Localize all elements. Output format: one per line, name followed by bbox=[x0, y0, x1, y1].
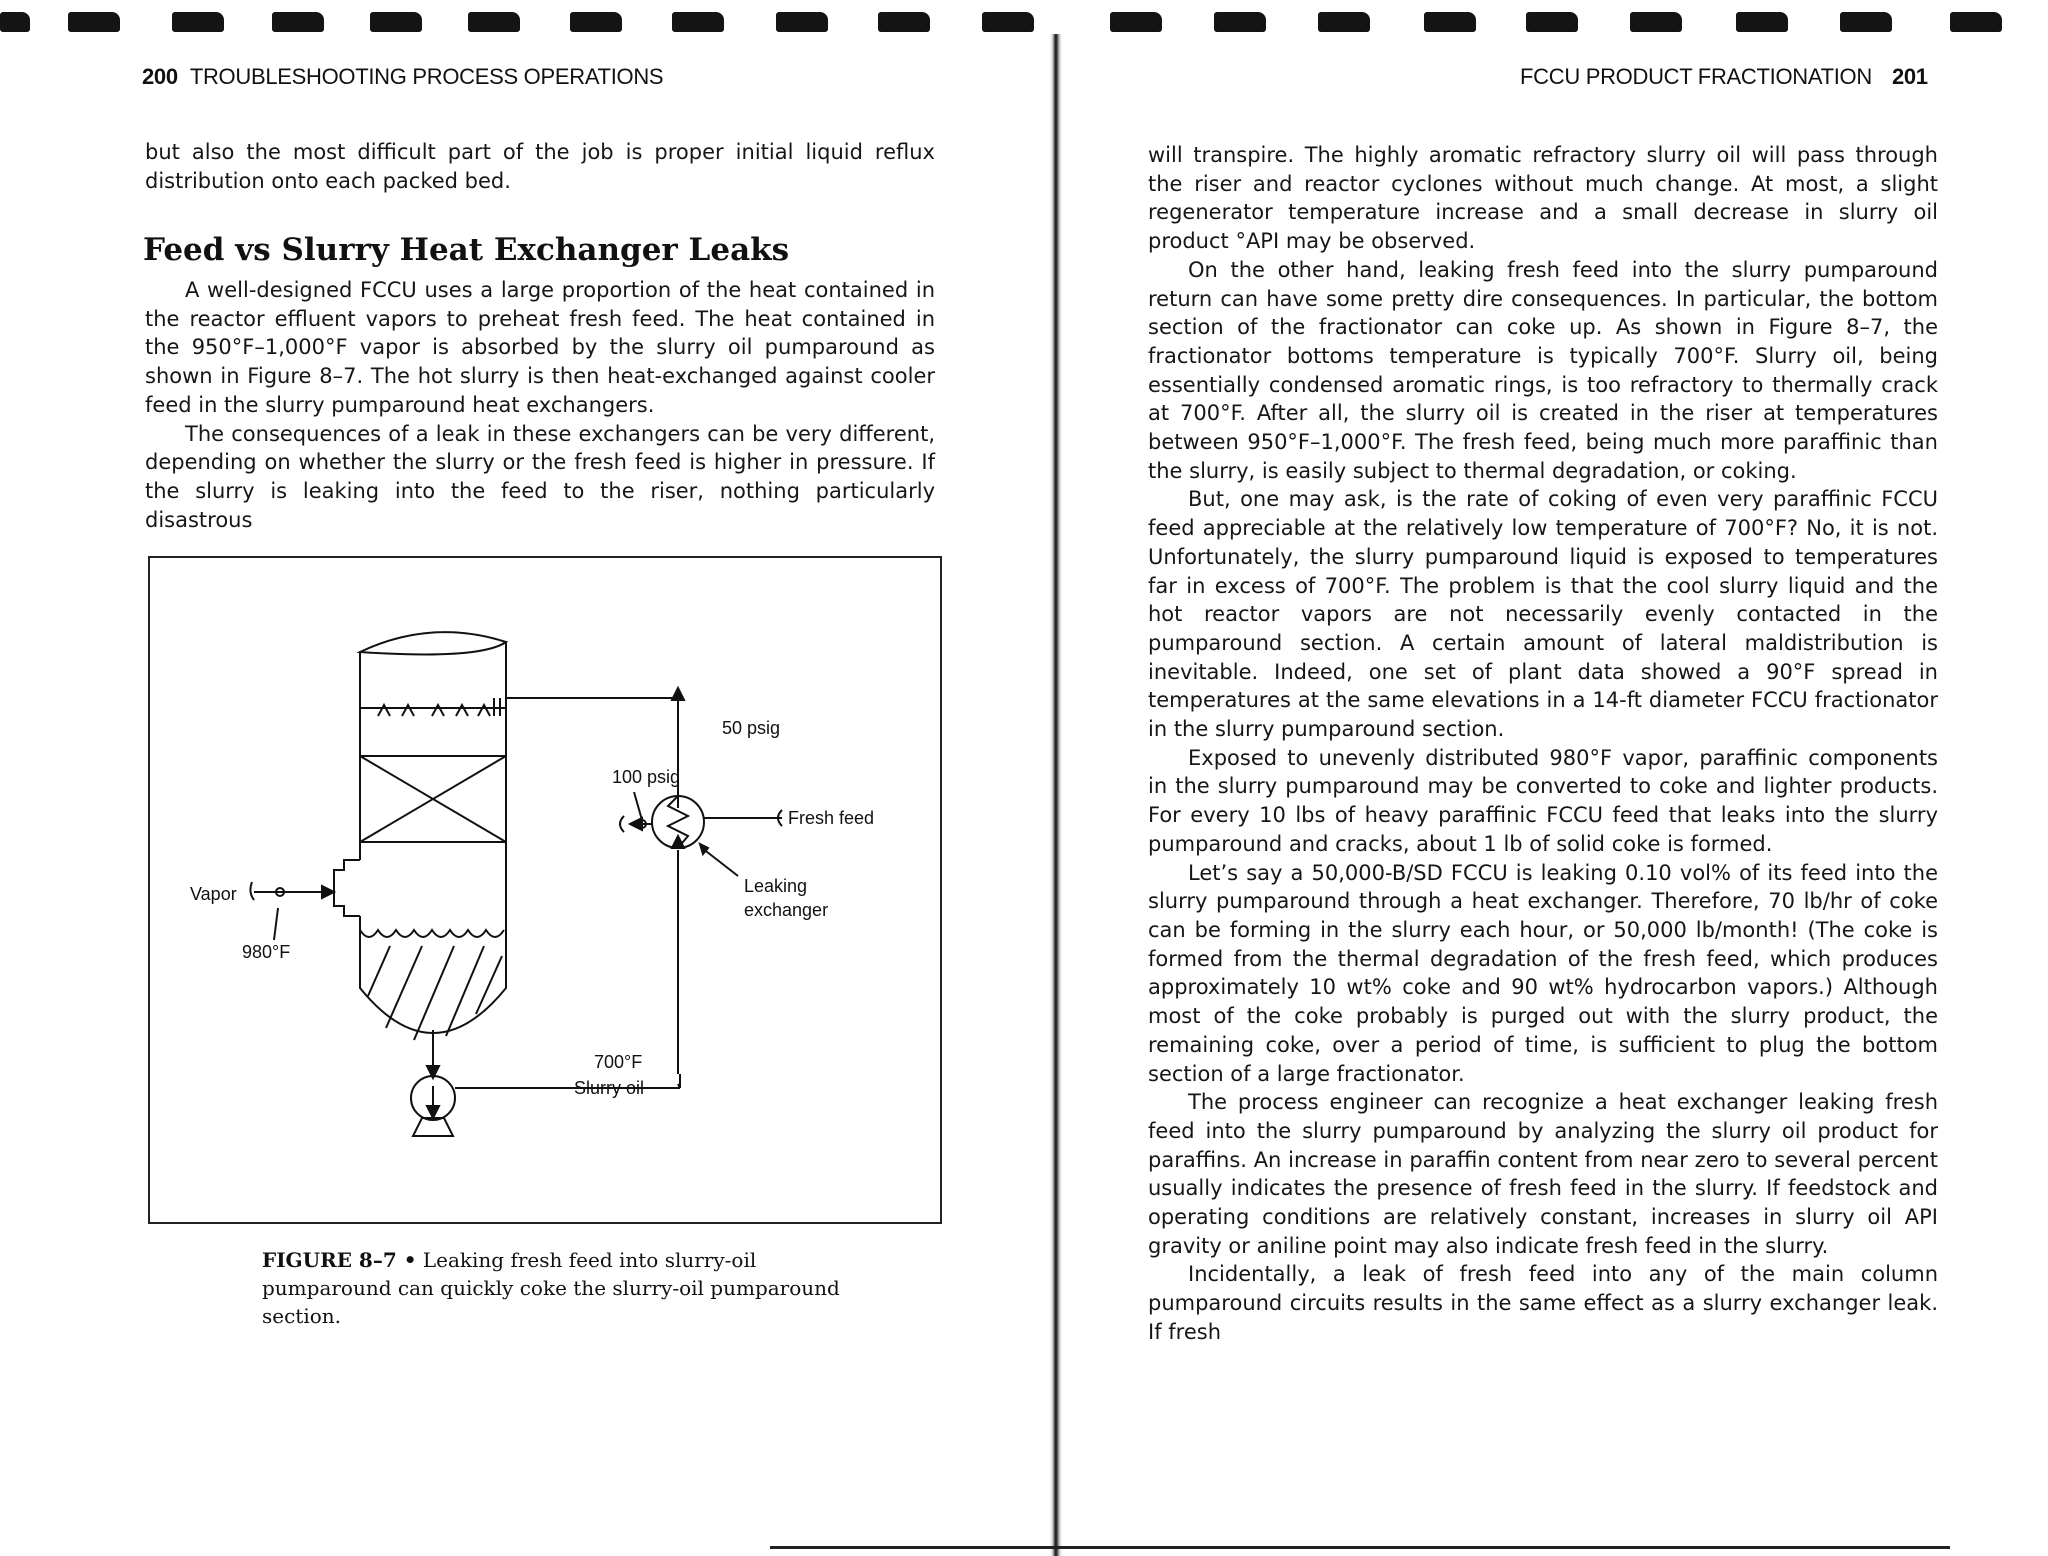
binding-hole bbox=[1526, 12, 1578, 32]
binding-hole bbox=[878, 12, 930, 32]
right-running-header bbox=[1520, 64, 1928, 90]
page-bottom-edge bbox=[770, 1546, 1950, 1549]
binding-hole bbox=[1950, 12, 2002, 32]
binding-hole bbox=[672, 12, 724, 32]
binding-hole bbox=[0, 12, 30, 32]
body-paragraph: Incidentally, a leak of fresh feed into any of the main column pumparound circuits results in the same effect as a slurry exchanger leak. If fresh bbox=[1148, 1262, 1938, 1344]
spiral-binding bbox=[0, 0, 2048, 34]
intro-paragraph: but also the most difficult part of the job is proper initial liquid reflux distribution onto each packed bed. bbox=[145, 140, 935, 193]
body-paragraph: On the other hand, leaking fresh feed into the slurry pumparound return can have some pretty dire consequences. In particular, the bottom section of the fractionator can coke up. As shown in Figure 8–7, the fractionator bottoms temperature is typically 700°F. Slurry oil, being essentially condensed aromatic rings, is too refractory to thermally crack at 700°F. After all, the slurry oil is created in the riser at temperatures between 950°F–1,000°F. The fresh feed, being much more paraffinic than the slurry, is easily subject to thermal degradation, or coking. bbox=[1148, 257, 1938, 483]
binding-hole bbox=[776, 12, 828, 32]
label-slurry-oil: Slurry oil bbox=[574, 1078, 645, 1098]
left-page-number: 200 bbox=[142, 64, 178, 89]
body-paragraph: Exposed to unevenly distributed 980°F vapor, paraffinic components in the slurry pumparound may be converted to coke and lighter products. For every 10 lbs of heavy paraffinic FCCU feed that leaks into the slurry pumparound and cracks, about 1 lb of solid coke is formed. bbox=[1148, 745, 1938, 856]
binding-hole bbox=[272, 12, 324, 32]
label-fresh-feed: Fresh feed bbox=[788, 808, 875, 828]
figure-8-7 bbox=[148, 556, 942, 1224]
figure-caption bbox=[262, 1246, 852, 1330]
left-running-header bbox=[142, 64, 663, 90]
figure-caption-text: Leaking fresh feed into slurry-oil pumparound can quickly coke the slurry-oil pumparound section. bbox=[262, 1248, 840, 1328]
body-paragraph: Let’s say a 50,000-B/SD FCCU is leaking 0.10 vol% of its feed into the slurry pumparound through a heat exchanger. Therefore, 70 lb/hr of coke can be forming in the slurry each hour, or 50,000 lb/month! (The coke is formed from the thermal degradation of the fresh feed, which produces approximately 10 wt% coke and 90 wt% hydrocarbon vapors.) Although most of the coke probably is purged out with the slurry product, the remaining coke, over a period of time, is sufficient to plug the bottom section of a large fractionator. bbox=[1148, 860, 1938, 1086]
left-page-body bbox=[145, 276, 935, 534]
binding-hole bbox=[1840, 12, 1892, 32]
figure-caption-label: FIGURE 8–7 • bbox=[262, 1248, 417, 1272]
right-running-title: FCCU PRODUCT FRACTIONATION bbox=[1520, 64, 1872, 89]
section-heading: Feed vs Slurry Heat Exchanger Leaks bbox=[143, 232, 790, 268]
body-paragraph: A well-designed FCCU uses a large proportion of the heat contained in the reactor effluent vapors to preheat fresh feed. The heat contained in the 950°F–1,000°F vapor is absorbed by the slurry oil pumparound as shown in Figure 8–7. The hot slurry is then heat-exchanged against cooler feed in the slurry pumparound heat exchangers. bbox=[145, 278, 935, 417]
right-page-body bbox=[1148, 141, 1938, 1347]
binding-hole bbox=[1110, 12, 1162, 32]
binding-hole bbox=[1424, 12, 1476, 32]
binding-hole bbox=[570, 12, 622, 32]
binding-hole bbox=[1630, 12, 1682, 32]
book-gutter bbox=[1050, 34, 1062, 1556]
body-paragraph: The consequences of a leak in these exchangers can be very different, depending on whether the slurry or the fresh feed is higher in pressure. If the slurry is leaking into the feed to the riser, nothing particularly disastrous bbox=[145, 421, 935, 532]
body-paragraph: The process engineer can recognize a heat exchanger leaking fresh feed into the slurry pumparound by analyzing the slurry oil product for paraffins. An increase in paraffin content from near zero to several percent usually indicates the presence of fresh feed in the slurry. If feedstock and operating conditions are relatively constant, increases in slurry oil API gravity or aniline point may also indicate fresh feed in the slurry. bbox=[1148, 1090, 1938, 1258]
binding-hole bbox=[172, 12, 224, 32]
fractionator-diagram bbox=[150, 558, 944, 1226]
body-paragraph: But, one may ask, is the rate of coking of even very paraffinic FCCU feed appreciable at the relatively low temperature of 700°F? No, it is not. Unfortunately, the slurry pumparound liquid is exposed to temperatures far in excess of 700°F. The problem is that the cool slurry liquid and the hot reactor vapors are not necessarily evenly contacted in the pumparound section. A certain amount of lateral maldistribution is inevitable. Indeed, one set of plant data showed a 90°F spread in temperatures at the same elevations in a 14-ft diameter FCCU fractionator in the slurry pumparound section. bbox=[1148, 487, 1938, 742]
label-leaking: Leaking bbox=[744, 876, 808, 896]
body-paragraph: will transpire. The highly aromatic refractory slurry oil will pass through the riser and reactor cyclones without much change. At most, a slight regenerator temperature increase and a small decrease in slurry oil product °API may be observed. bbox=[1148, 143, 1938, 254]
label-100-psig: 100 psig bbox=[612, 767, 681, 787]
binding-hole bbox=[68, 12, 120, 32]
label-exchanger: exchanger bbox=[744, 900, 829, 920]
binding-hole bbox=[468, 12, 520, 32]
binding-hole bbox=[1736, 12, 1788, 32]
binding-hole bbox=[1214, 12, 1266, 32]
left-page-intro bbox=[145, 138, 935, 195]
label-vapor: Vapor bbox=[190, 884, 237, 904]
binding-hole bbox=[370, 12, 422, 32]
label-980f: 980°F bbox=[242, 942, 291, 962]
label-50-psig: 50 psig bbox=[722, 718, 781, 738]
right-page-number: 201 bbox=[1891, 64, 1928, 89]
label-700f: 700°F bbox=[594, 1052, 643, 1072]
left-running-title: TROUBLESHOOTING PROCESS OPERATIONS bbox=[189, 64, 664, 89]
binding-hole bbox=[982, 12, 1034, 32]
binding-hole bbox=[1318, 12, 1370, 32]
